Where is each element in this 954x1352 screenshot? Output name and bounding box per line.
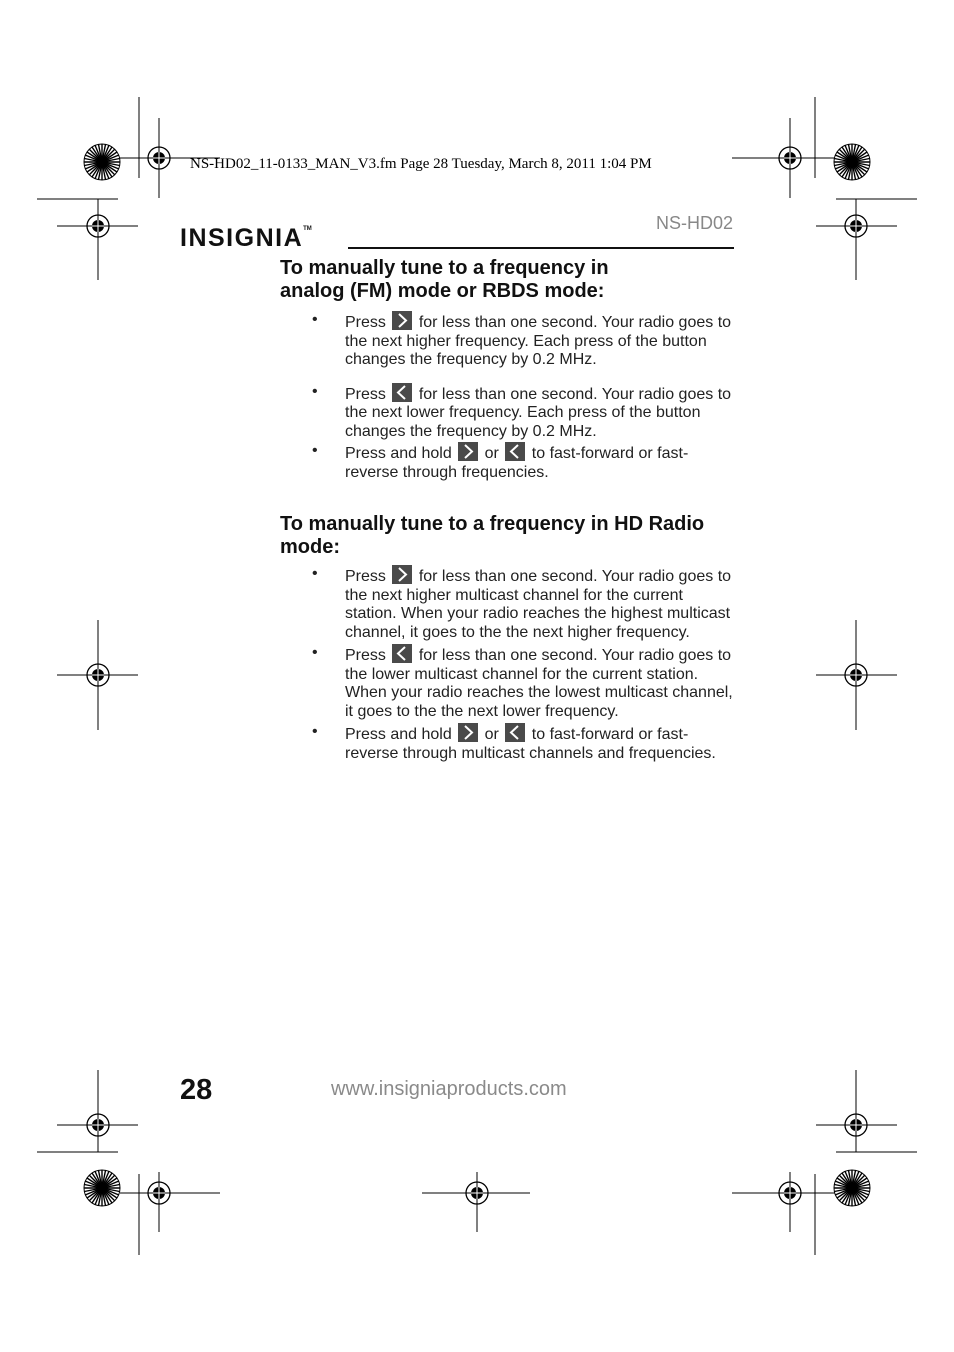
item-text-middle: or (484, 445, 499, 462)
list-item (280, 723, 736, 763)
item-text-after: for less than one second. Your radio goes to the next lower frequency. Each press of the button changes the frequency by 0.2 MHz. (345, 385, 732, 440)
next-icon (392, 311, 412, 330)
previous-icon (505, 442, 525, 461)
list-item (280, 383, 736, 442)
previous-icon (392, 383, 412, 402)
bullet: • (312, 442, 318, 459)
item-text-after: to fast-forward or fast-reverse through frequencies. (345, 445, 689, 481)
section-heading-hd-radio: To manually tune to a frequency in HD Radio mode: (280, 513, 705, 558)
item-text-after: for less than one second. Your radio goes to the next higher frequency. Each press of the button changes the frequency by 0.2 MHz. (345, 314, 732, 368)
next-icon (458, 723, 478, 742)
previous-icon (505, 723, 525, 742)
list-item (280, 311, 736, 370)
logo-trademark: TM (303, 226, 312, 232)
item-text-after: for less than one second. Your radio goes to the lower multicast channel for the current station. When your radio reaches the lowest multicast channel, it goes to the the next lower frequency. (345, 647, 733, 720)
item-text-before: Press and hold (345, 445, 452, 462)
page-number: 28 (180, 1074, 213, 1106)
bullet: • (312, 723, 318, 740)
previous-icon (392, 644, 412, 663)
bullet: • (312, 382, 318, 400)
bullet: • (312, 644, 318, 661)
item-text-before: Press (345, 568, 386, 585)
footer-url: www.insigniaproducts.com (331, 1078, 567, 1100)
item-text-before: Press (345, 314, 386, 331)
section-heading-analog: To manually tune to a frequency in analog (FM) mode or RBDS mode: (280, 257, 609, 302)
list-item (280, 644, 736, 721)
item-text-before: Press and hold (345, 726, 452, 743)
item-text-middle: or (484, 726, 499, 743)
logo-text: INSIGNIA (180, 224, 304, 252)
item-text-after: for less than one second. Your radio goes to the next higher multicast channel for the current station. When your radio reaches the highest multicast channel, it goes to the the next higher frequency. (345, 568, 732, 641)
printer-slug-line: NS-HD02_11-0133_MAN_V3.fm Page 28 Tuesday, March 8, 2011 1:04 PM (190, 156, 652, 172)
item-text-before: Press (345, 385, 386, 403)
list-item (280, 565, 736, 642)
bullet: • (312, 311, 318, 328)
hd-radio-instructions-list (280, 565, 736, 763)
model-number: NS-HD02 (655, 213, 733, 233)
header-rule (348, 247, 734, 249)
next-icon (458, 442, 478, 461)
analog-instructions-list (280, 311, 736, 482)
page-content (280, 255, 736, 763)
next-icon (392, 565, 412, 584)
bullet: • (312, 565, 318, 582)
item-text-after: to fast-forward or fast-reverse through multicast channels and frequencies. (345, 726, 716, 762)
item-text-before: Press (345, 647, 386, 664)
insignia-logo (180, 224, 312, 253)
list-item (280, 442, 736, 482)
